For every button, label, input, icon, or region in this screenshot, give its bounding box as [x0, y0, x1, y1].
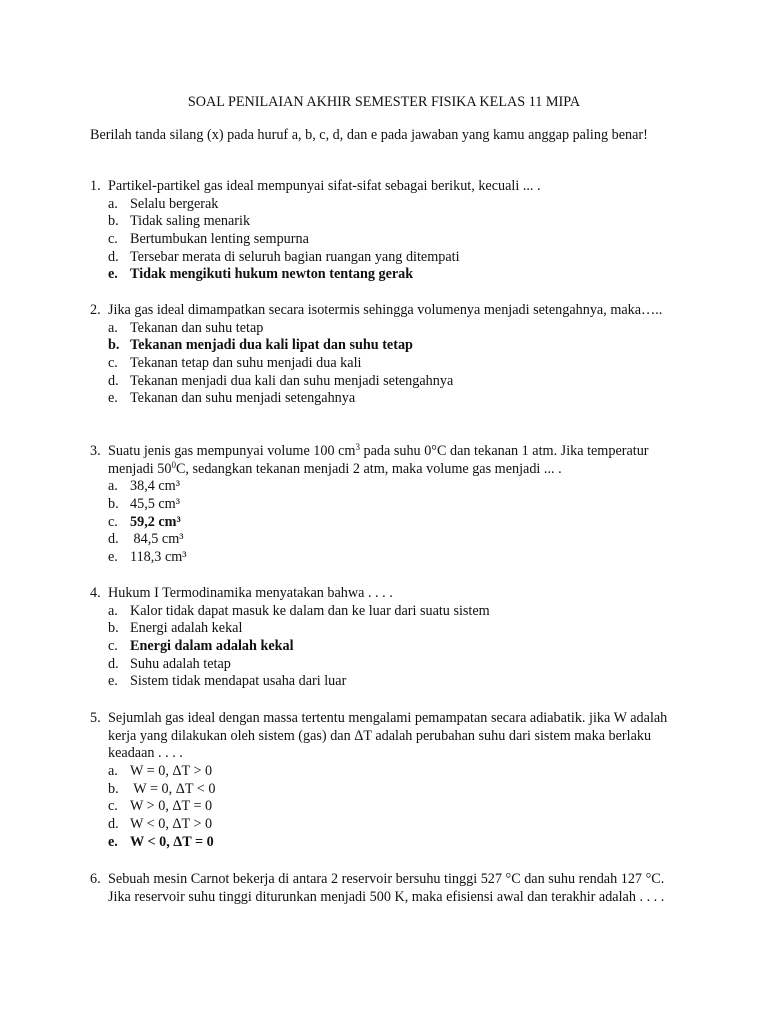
option-a[interactable]: [108, 196, 690, 214]
question-1: [90, 178, 690, 284]
option-b-answer[interactable]: [108, 337, 690, 355]
option-letter: d.: [108, 531, 119, 548]
option-letter: b.: [108, 337, 120, 354]
option-text: Selalu bergerak: [130, 195, 219, 212]
option-letter: e.: [108, 266, 118, 283]
option-letter: c.: [108, 231, 118, 248]
option-d[interactable]: [108, 373, 690, 391]
question-5: [90, 710, 690, 852]
option-letter: c.: [108, 355, 118, 372]
option-e-answer[interactable]: [108, 266, 690, 284]
instruction-text: Berilah tanda silang (x) pada huruf a, b, c, d, dan e pada jawaban yang kamu anggap paling benar!: [90, 127, 648, 143]
question-number: 5.: [90, 710, 101, 726]
option-a[interactable]: [108, 763, 690, 781]
option-d[interactable]: [108, 249, 690, 267]
option-text: Tekanan menjadi dua kali lipat dan suhu tetap: [130, 337, 413, 354]
superscript: 0: [171, 459, 176, 470]
option-b[interactable]: [108, 496, 690, 514]
question-stem: Hukum I Termodinamika menyatakan bahwa . . . .: [108, 585, 393, 601]
option-letter: a.: [108, 319, 118, 336]
question-stem: Sejumlah gas ideal dengan massa tertentu mengalami pemampatan secara adiabatik. jika W adalah kerja yang dilakukan oleh sistem (gas) dan ΔT adalah perubahan suhu dari sistem maka berlaku keadaan . . . .: [108, 710, 668, 762]
option-text: 84,5 cm³: [130, 531, 184, 548]
option-letter: d.: [108, 372, 119, 389]
option-text: 118,3 cm³: [130, 549, 187, 566]
option-text: W < 0, ΔT > 0: [130, 816, 213, 833]
option-e[interactable]: [108, 390, 690, 408]
question-number: 1.: [90, 178, 101, 194]
option-text: Suhu adalah tetap: [130, 655, 231, 672]
option-d[interactable]: [108, 531, 690, 549]
option-c[interactable]: [108, 231, 690, 249]
page-title: SOAL PENILAIAN AKHIR SEMESTER FISIKA KELAS 11 MIPA: [187, 94, 581, 110]
question-number: 6.: [90, 871, 101, 887]
question-stem: Jika gas ideal dimampatkan secara isotermis sehingga volumenya menjadi setengahnya, maka…..: [108, 302, 663, 318]
option-c[interactable]: [108, 798, 690, 816]
question-stem: Partikel-partikel gas ideal mempunyai sifat-sifat sebagai berikut, kecuali ... .: [108, 178, 541, 194]
option-letter: c.: [108, 798, 118, 815]
option-letter: e.: [108, 673, 118, 690]
option-letter: e.: [108, 390, 118, 407]
option-text: Energi adalah kekal: [130, 620, 243, 637]
option-b[interactable]: [108, 620, 690, 638]
option-letter: a.: [108, 478, 118, 495]
option-e[interactable]: [108, 673, 690, 691]
option-text: Tekanan tetap dan suhu menjadi dua kali: [130, 355, 362, 372]
option-b[interactable]: [108, 781, 690, 799]
option-letter: c.: [108, 638, 118, 655]
option-e[interactable]: [108, 549, 690, 567]
option-letter: b.: [108, 620, 119, 637]
option-b[interactable]: [108, 213, 690, 231]
option-letter: d.: [108, 816, 119, 833]
option-letter: a.: [108, 763, 118, 780]
option-text: Energi dalam adalah kekal: [130, 638, 294, 655]
option-c-answer[interactable]: [108, 638, 690, 656]
option-a[interactable]: [108, 603, 690, 621]
superscript: 3: [355, 442, 360, 452]
option-text: 59,2 cm³: [130, 513, 181, 530]
option-e-answer[interactable]: [108, 834, 690, 852]
option-text: W > 0, ΔT = 0: [130, 798, 213, 815]
option-c-answer[interactable]: [108, 514, 690, 532]
option-c[interactable]: [108, 355, 690, 373]
question-stem: Suatu jenis gas mempunyai volume 100 $cm^3$ pada suhu 0°C dan tekanan 1 atm. Jika temperatur menjadi $50^0C$, sedangkan tekanan menjadi 2 atm, maka volume gas menjadi ... .: [108, 442, 649, 477]
question-3: [90, 443, 690, 567]
option-letter: b.: [108, 213, 119, 230]
option-letter: a.: [108, 195, 118, 212]
question-stem: Sebuah mesin Carnot bekerja di antara 2 reservoir bersuhu tinggi 527 °C dan suhu rendah 127 °C. Jika reservoir suhu tinggi diturunkan menjadi 500 K, maka efisiensi awal dan terakhir adalah . . . .: [108, 871, 665, 905]
option-text: Tekanan dan suhu menjadi setengahnya: [130, 390, 356, 407]
question-number: 3.: [90, 443, 101, 459]
question-number: 2.: [90, 302, 101, 318]
option-text: 38,4 cm³: [130, 478, 180, 495]
option-text: Bertumbukan lenting sempurna: [130, 231, 309, 248]
option-letter: a.: [108, 602, 118, 619]
option-text: Tersebar merata di seluruh bagian ruangan yang ditempati: [130, 248, 460, 265]
option-text: W < 0, ΔT = 0: [130, 833, 214, 850]
option-letter: b.: [108, 780, 119, 797]
option-a[interactable]: [108, 320, 690, 338]
option-letter: d.: [108, 248, 119, 265]
option-letter: c.: [108, 513, 118, 530]
option-letter: e.: [108, 549, 118, 566]
option-text: Tekanan dan suhu tetap: [130, 319, 264, 336]
option-text: W = 0, ΔT > 0: [130, 763, 213, 780]
question-2: [90, 302, 690, 408]
option-text: 45,5 cm³: [130, 496, 180, 513]
question-number: 4.: [90, 585, 101, 601]
option-text: Tekanan menjadi dua kali dan suhu menjadi setengahnya: [130, 372, 454, 389]
option-text: Tidak saling menarik: [130, 213, 251, 230]
option-text: Kalor tidak dapat masuk ke dalam dan ke luar dari suatu sistem: [130, 602, 490, 619]
option-a[interactable]: [108, 478, 690, 496]
question-6: [90, 871, 690, 906]
option-letter: e.: [108, 833, 118, 850]
option-text: W = 0, ΔT < 0: [130, 780, 216, 797]
option-letter: b.: [108, 496, 119, 513]
option-letter: d.: [108, 655, 119, 672]
option-d[interactable]: [108, 656, 690, 674]
question-4: [90, 585, 690, 691]
option-text: Tidak mengikuti hukum newton tentang gerak: [130, 266, 414, 283]
option-text: Sistem tidak mendapat usaha dari luar: [130, 673, 347, 690]
option-d[interactable]: [108, 816, 690, 834]
